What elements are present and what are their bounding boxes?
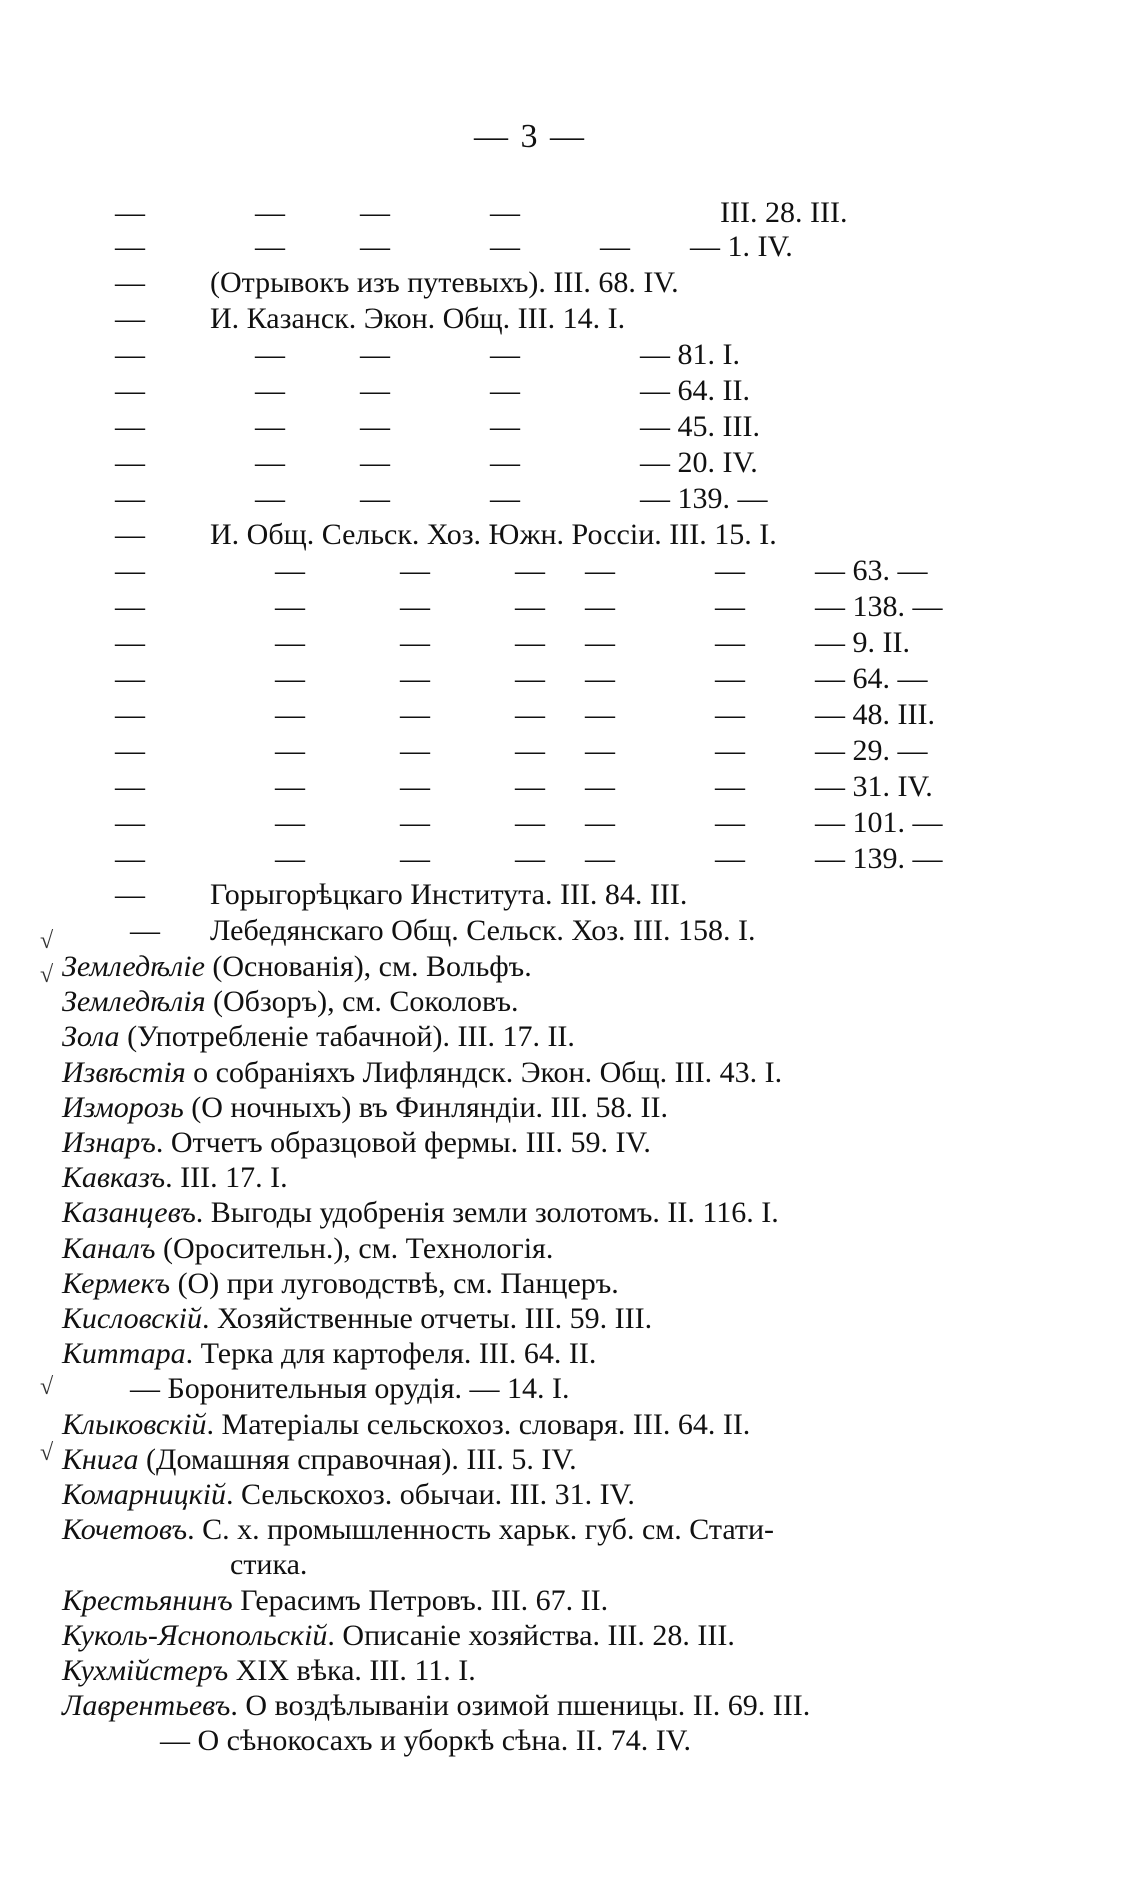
index-entry — [62, 1056, 782, 1090]
ditto-dash: — — [490, 410, 520, 443]
ditto-dash: — — [115, 806, 145, 839]
continuation-row: — 139. — — [815, 842, 943, 875]
ditto-dash: — — [130, 914, 160, 947]
ditto-dash: — — [115, 518, 145, 551]
entry-text: Герасимъ Петровъ. III. 67. II. — [232, 1584, 609, 1617]
ditto-dash: — — [515, 698, 545, 731]
continuation-row: Горыгорѣцкаго Института. III. 84. III. — [210, 878, 688, 911]
continuation-row: — 64. II. — [640, 374, 750, 407]
ditto-dash: — — [275, 554, 305, 587]
ditto-dash: — — [360, 230, 390, 263]
entry-heading: Кухмійстеръ — [62, 1654, 229, 1687]
index-entry — [62, 1689, 810, 1723]
ditto-dash: — — [115, 734, 145, 767]
entry-text: (Обзоръ), см. Соколовъ. — [205, 985, 519, 1018]
index-entry — [62, 1443, 577, 1477]
ditto-dash: — — [515, 662, 545, 695]
ditto-dash: — — [275, 734, 305, 767]
ditto-dash: — — [115, 374, 145, 407]
ditto-dash: — — [400, 662, 430, 695]
continuation-row: — 1. IV. — [690, 230, 793, 263]
ditto-dash: — — [115, 302, 145, 335]
ditto-dash: — — [715, 554, 745, 587]
ditto-dash: — — [255, 196, 285, 229]
index-entry — [62, 950, 532, 984]
index-entry — [130, 1372, 570, 1406]
continuation-row: (Отрывокъ изъ путевыхъ). III. 68. IV. — [210, 266, 679, 299]
ditto-dash: — — [515, 590, 545, 623]
ditto-dash: — — [585, 842, 615, 875]
ditto-dash: — — [515, 734, 545, 767]
ditto-dash: — — [715, 842, 745, 875]
entry-heading: Куколь-Яснопольскій — [62, 1619, 328, 1652]
entry-heading: Изнаръ — [62, 1126, 156, 1159]
check-mark: √ — [40, 962, 54, 988]
entry-text: стика. — [230, 1548, 308, 1581]
entry-heading: Земледѣлія — [62, 985, 206, 1018]
ditto-dash: — — [115, 626, 145, 659]
index-entry — [62, 1513, 774, 1547]
ditto-dash: — — [360, 196, 390, 229]
ditto-dash: — — [585, 554, 615, 587]
entry-heading: Клыковскій — [62, 1408, 207, 1441]
index-entry — [62, 1020, 575, 1054]
entry-text: . Матеріалы сельскохоз. словаря. III. 64. II. — [206, 1408, 751, 1441]
entry-heading: Казанцевъ — [62, 1196, 196, 1229]
check-mark: √ — [40, 1440, 54, 1466]
index-entry — [62, 1267, 619, 1301]
entry-heading: Земледѣліе — [62, 950, 205, 983]
ditto-dash: — — [360, 374, 390, 407]
index-entry — [62, 1654, 476, 1688]
ditto-dash: — — [275, 770, 305, 803]
entry-text: XIX вѣка. III. 11. I. — [228, 1654, 476, 1687]
ditto-dash: — — [515, 770, 545, 803]
ditto-dash: — — [115, 662, 145, 695]
ditto-dash: — — [255, 338, 285, 371]
ditto-dash: — — [400, 770, 430, 803]
ditto-dash: — — [115, 266, 145, 299]
entry-text: (Оросительн.), см. Технологія. — [155, 1232, 554, 1265]
ditto-dash: — — [400, 698, 430, 731]
ditto-dash: — — [115, 770, 145, 803]
index-entry — [62, 1161, 288, 1195]
entry-text: . Отчетъ образцовой фермы. III. 59. IV. — [155, 1126, 651, 1159]
entry-heading: Каналъ — [62, 1232, 156, 1265]
ditto-dash: — — [715, 662, 745, 695]
ditto-dash: — — [515, 806, 545, 839]
ditto-dash: — — [585, 806, 615, 839]
ditto-dash: — — [115, 230, 145, 263]
continuation-row: — 29. — — [815, 734, 928, 767]
entry-heading: Извѣстія — [62, 1056, 186, 1089]
ditto-dash: — — [275, 842, 305, 875]
entry-heading: Кавказъ — [62, 1161, 166, 1194]
ditto-dash: — — [255, 230, 285, 263]
ditto-dash: — — [600, 230, 630, 263]
ditto-dash: — — [360, 482, 390, 515]
ditto-dash: — — [585, 698, 615, 731]
ditto-dash: — — [275, 806, 305, 839]
ditto-dash: — — [490, 374, 520, 407]
continuation-row: — 63. — — [815, 554, 928, 587]
ditto-dash: — — [400, 590, 430, 623]
ditto-dash: — — [585, 734, 615, 767]
entry-text: . III. 17. I. — [165, 1161, 288, 1194]
check-mark: √ — [40, 928, 54, 954]
ditto-dash: — — [360, 338, 390, 371]
ditto-dash: — — [715, 590, 745, 623]
ditto-dash: — — [275, 626, 305, 659]
entry-text: (Употребленіе табачной). III. 17. II. — [119, 1020, 575, 1053]
entry-text: . Описаніе хозяйства. III. 28. III. — [327, 1619, 735, 1652]
ditto-dash: — — [255, 374, 285, 407]
ditto-dash: — — [275, 590, 305, 623]
ditto-dash: — — [400, 842, 430, 875]
entry-heading: Кисловскій — [62, 1302, 202, 1335]
index-entry — [62, 1408, 750, 1442]
ditto-dash: — — [115, 698, 145, 731]
index-entry — [62, 1091, 668, 1125]
ditto-dash: — — [255, 410, 285, 443]
index-entry — [62, 1302, 652, 1336]
ditto-dash: — — [585, 770, 615, 803]
ditto-dash: — — [115, 482, 145, 515]
entry-heading: Изморозь — [62, 1091, 184, 1124]
entry-heading: Крестьянинъ — [62, 1584, 233, 1617]
ditto-dash: — — [585, 662, 615, 695]
ditto-dash: — — [360, 410, 390, 443]
entry-text: — О сѣнокосахъ и уборкѣ сѣна. II. 74. IV. — [160, 1724, 692, 1757]
entry-text: (Домашняя справочная). III. 5. IV. — [138, 1443, 577, 1476]
ditto-dash: — — [115, 446, 145, 479]
ditto-dash: — — [115, 842, 145, 875]
ditto-dash: — — [115, 590, 145, 623]
continuation-row: — 9. II. — [815, 626, 910, 659]
continuation-row: — 139. — — [640, 482, 768, 515]
entry-text: . О воздѣлываніи озимой пшеницы. II. 69. III. — [230, 1689, 811, 1722]
entry-text: . Терка для картофеля. III. 64. II. — [185, 1337, 597, 1370]
continuation-row: — 64. — — [815, 662, 928, 695]
ditto-dash: — — [585, 590, 615, 623]
ditto-dash: — — [255, 482, 285, 515]
ditto-dash: — — [715, 698, 745, 731]
entry-heading: Книга — [62, 1443, 139, 1476]
ditto-dash: — — [115, 410, 145, 443]
ditto-dash: — — [275, 698, 305, 731]
continuation-row: — 45. III. — [640, 410, 760, 443]
ditto-dash: — — [490, 446, 520, 479]
index-entry — [62, 985, 518, 1019]
continuation-row: — 138. — — [815, 590, 943, 623]
entry-text: о собраніяхъ Лифляндск. Экон. Общ. III. 43. I. — [185, 1056, 783, 1089]
continuation-row: Лебедянскаго Общ. Сельск. Хоз. III. 158. I. — [210, 914, 756, 947]
ditto-dash: — — [490, 196, 520, 229]
ditto-dash: — — [115, 554, 145, 587]
continuation-row: — 101. — — [815, 806, 943, 839]
index-entry — [160, 1724, 691, 1758]
entry-text: (Основанія), см. Вольфъ. — [204, 950, 532, 983]
ditto-dash: — — [515, 554, 545, 587]
entry-text: . С. х. промышленность харьк. губ. см. Стати- — [187, 1513, 775, 1546]
ditto-dash: — — [715, 734, 745, 767]
entry-text: — Боронительныя орудія. — 14. I. — [130, 1372, 570, 1405]
ditto-dash: — — [400, 806, 430, 839]
entry-heading: Комарницкій — [62, 1478, 227, 1511]
continuation-row: III. 28. III. — [720, 196, 848, 229]
index-entry — [62, 1196, 779, 1230]
ditto-dash: — — [360, 446, 390, 479]
continuation-row: — 81. I. — [640, 338, 740, 371]
continuation-row: — 20. IV. — [640, 446, 758, 479]
ditto-dash: — — [400, 626, 430, 659]
index-entry — [62, 1478, 635, 1512]
ditto-dash: — — [400, 554, 430, 587]
entry-text: (О) при луговодствѣ, см. Панцеръ. — [170, 1267, 619, 1300]
ditto-dash: — — [115, 338, 145, 371]
continuation-row: — 31. IV. — [815, 770, 933, 803]
entry-heading: Кермекъ — [62, 1267, 171, 1300]
ditto-dash: — — [715, 770, 745, 803]
entry-heading: Лаврентьевъ — [62, 1689, 231, 1722]
entry-heading: Зола — [62, 1020, 120, 1053]
index-entry — [62, 1337, 596, 1371]
entry-text: . Выгоды удобренія земли золотомъ. II. 116. I. — [195, 1196, 779, 1229]
ditto-dash: — — [275, 662, 305, 695]
ditto-dash: — — [255, 446, 285, 479]
continuation-row: И. Казанск. Экон. Общ. III. 14. I. — [210, 302, 626, 335]
ditto-dash: — — [515, 626, 545, 659]
page-number: — 3 — — [474, 118, 586, 155]
index-entry — [62, 1232, 553, 1266]
ditto-dash: — — [490, 338, 520, 371]
entry-text: . Хозяйственные отчеты. III. 59. III. — [202, 1302, 653, 1335]
ditto-dash: — — [490, 230, 520, 263]
check-mark: √ — [40, 1374, 54, 1400]
continuation-row: И. Общ. Сельск. Хоз. Южн. Россіи. III. 15. I. — [210, 518, 777, 551]
entry-text: (О ночныхъ) въ Финляндіи. III. 58. II. — [183, 1091, 668, 1124]
ditto-dash: — — [490, 482, 520, 515]
ditto-dash: — — [515, 842, 545, 875]
ditto-dash: — — [715, 806, 745, 839]
ditto-dash: — — [115, 196, 145, 229]
index-entry — [230, 1548, 307, 1582]
index-entry — [62, 1619, 735, 1653]
entry-heading: Кочетовъ — [62, 1513, 188, 1546]
continuation-row: — 48. III. — [815, 698, 935, 731]
ditto-dash: — — [400, 734, 430, 767]
index-entry — [62, 1126, 651, 1160]
ditto-dash: — — [585, 626, 615, 659]
index-entry — [62, 1584, 608, 1618]
entry-text: . Сельскохоз. обычаи. III. 31. IV. — [226, 1478, 635, 1511]
entry-heading: Киттара — [62, 1337, 186, 1370]
ditto-dash: — — [715, 626, 745, 659]
ditto-dash: — — [115, 878, 145, 911]
